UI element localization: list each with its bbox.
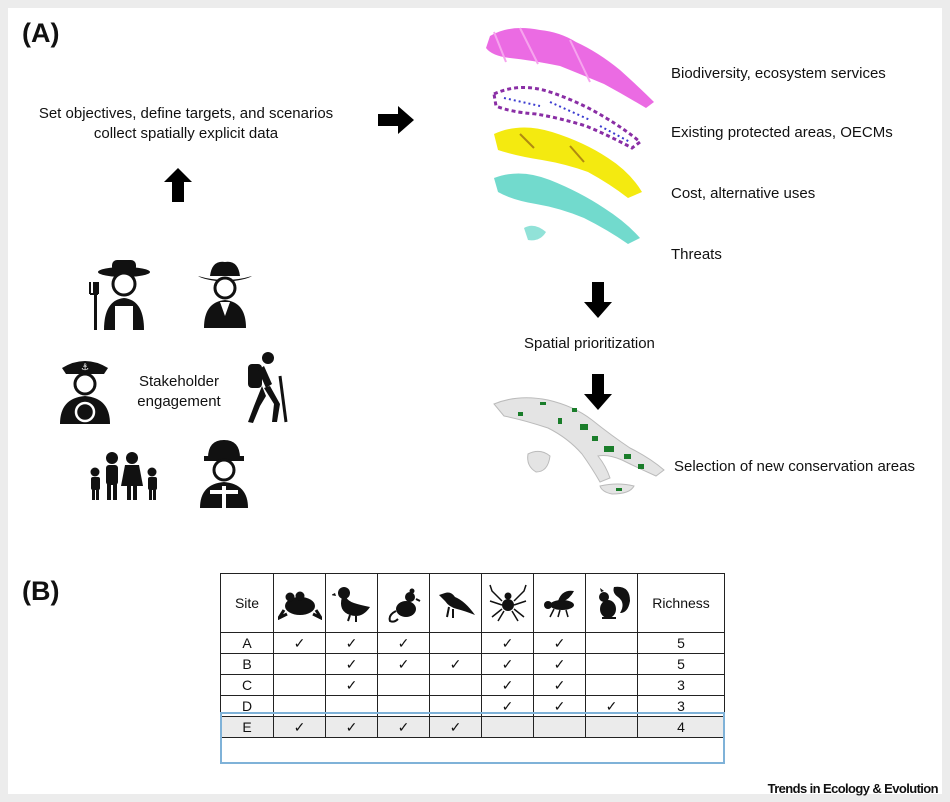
sailor-icon	[56, 352, 114, 424]
check-mark: ✓	[553, 634, 566, 651]
check-cell	[482, 675, 534, 696]
check-mark: ✓	[293, 634, 306, 651]
check-cell	[430, 717, 482, 738]
species-table	[220, 573, 725, 738]
check-cell	[274, 717, 326, 738]
check-cell	[586, 675, 638, 696]
duck-icon	[326, 574, 378, 633]
check-cell	[378, 675, 430, 696]
journal-footer: Trends in Ecology & Evolution	[767, 781, 938, 796]
check-mark: ✓	[345, 655, 358, 672]
hiker-icon	[234, 350, 290, 424]
table-row-b	[221, 654, 725, 675]
richness-cell: 3	[638, 696, 725, 717]
site-cell: A	[221, 633, 274, 654]
check-mark: ✓	[501, 634, 514, 651]
check-cell	[326, 717, 378, 738]
check-mark: ✓	[449, 718, 462, 735]
objectives-line-1: Set objectives, define targets, and scenarios	[38, 105, 334, 122]
check-cell	[430, 633, 482, 654]
site-cell: E	[221, 717, 274, 738]
check-cell	[534, 717, 586, 738]
site-cell: B	[221, 654, 274, 675]
check-cell	[430, 675, 482, 696]
check-mark: ✓	[397, 655, 410, 672]
check-mark: ✓	[345, 634, 358, 651]
check-mark: ✓	[553, 655, 566, 672]
check-cell	[586, 633, 638, 654]
check-cell	[326, 675, 378, 696]
table-header-row	[221, 574, 725, 633]
check-cell	[378, 654, 430, 675]
check-cell	[274, 654, 326, 675]
up-arrow-icon	[164, 168, 192, 202]
frog-icon	[274, 574, 326, 633]
richness-cell: 5	[638, 654, 725, 675]
header-site: Site	[221, 574, 274, 633]
family-icon	[88, 450, 160, 500]
right-arrow-icon	[378, 106, 414, 134]
check-mark: ✓	[293, 718, 306, 735]
check-cell	[482, 696, 534, 717]
check-mark: ✓	[501, 697, 514, 714]
richness-cell: 4	[638, 717, 725, 738]
check-cell	[326, 696, 378, 717]
check-mark: ✓	[397, 634, 410, 651]
stakeholder-line-1: Stakeholder	[138, 373, 220, 390]
richness-cell: 3	[638, 675, 725, 696]
spider-icon	[482, 574, 534, 633]
check-cell	[534, 633, 586, 654]
check-cell	[430, 696, 482, 717]
check-cell	[482, 633, 534, 654]
check-cell	[274, 696, 326, 717]
check-cell	[586, 654, 638, 675]
check-mark: ✓	[553, 676, 566, 693]
check-mark: ✓	[501, 655, 514, 672]
layer-label-cost: Cost, alternative uses	[671, 185, 816, 202]
layer-label-biodiversity: Biodiversity, ecosystem services	[671, 65, 886, 82]
table-row-e	[221, 717, 725, 738]
header-richness: Richness	[638, 574, 725, 633]
richness-cell: 5	[638, 633, 725, 654]
farmer-icon	[88, 258, 152, 330]
biodiversity-layer-map	[486, 28, 654, 108]
check-mark: ✓	[605, 697, 618, 714]
layer-label-threats: Threats	[671, 246, 722, 263]
check-cell	[430, 654, 482, 675]
check-cell	[274, 675, 326, 696]
objectives-text	[18, 104, 354, 144]
crow-icon	[430, 574, 482, 633]
map-layers-stack	[480, 22, 670, 272]
check-cell	[482, 654, 534, 675]
layer-label-protected: Existing protected areas, OECMs	[671, 124, 893, 141]
check-cell	[586, 717, 638, 738]
selection-text: Selection of new conservation areas	[674, 458, 915, 475]
stakeholder-engagement-text	[124, 372, 234, 412]
table-row-c	[221, 675, 725, 696]
table-row-a	[221, 633, 725, 654]
svg-text:⚓: ⚓	[80, 363, 90, 373]
check-mark: ✓	[553, 697, 566, 714]
objectives-line-2: collect spatially explicit data	[93, 125, 279, 142]
worker-icon	[196, 438, 252, 508]
check-cell	[534, 696, 586, 717]
site-cell: C	[221, 675, 274, 696]
check-cell	[274, 633, 326, 654]
check-cell	[326, 633, 378, 654]
spatial-prioritization-text: Spatial prioritization	[524, 335, 655, 352]
check-mark: ✓	[345, 718, 358, 735]
down-arrow-icon	[584, 282, 612, 318]
check-cell	[534, 654, 586, 675]
selection-map	[488, 394, 670, 498]
check-cell	[586, 696, 638, 717]
stakeholder-line-2: engagement	[137, 393, 221, 410]
check-cell	[534, 675, 586, 696]
check-mark: ✓	[397, 718, 410, 735]
check-mark: ✓	[449, 655, 462, 672]
check-cell	[378, 717, 430, 738]
fly-icon	[534, 574, 586, 633]
rodent-icon	[378, 574, 430, 633]
check-cell	[378, 633, 430, 654]
panel-a-label: (A)	[22, 18, 60, 48]
cowboy-icon	[196, 260, 254, 328]
check-cell	[378, 696, 430, 717]
check-mark: ✓	[345, 676, 358, 693]
check-cell	[326, 654, 378, 675]
panel-b-label: (B)	[22, 576, 60, 606]
table-row-d	[221, 696, 725, 717]
check-cell	[482, 717, 534, 738]
squirrel-icon	[586, 574, 638, 633]
check-mark: ✓	[501, 676, 514, 693]
site-cell: D	[221, 696, 274, 717]
